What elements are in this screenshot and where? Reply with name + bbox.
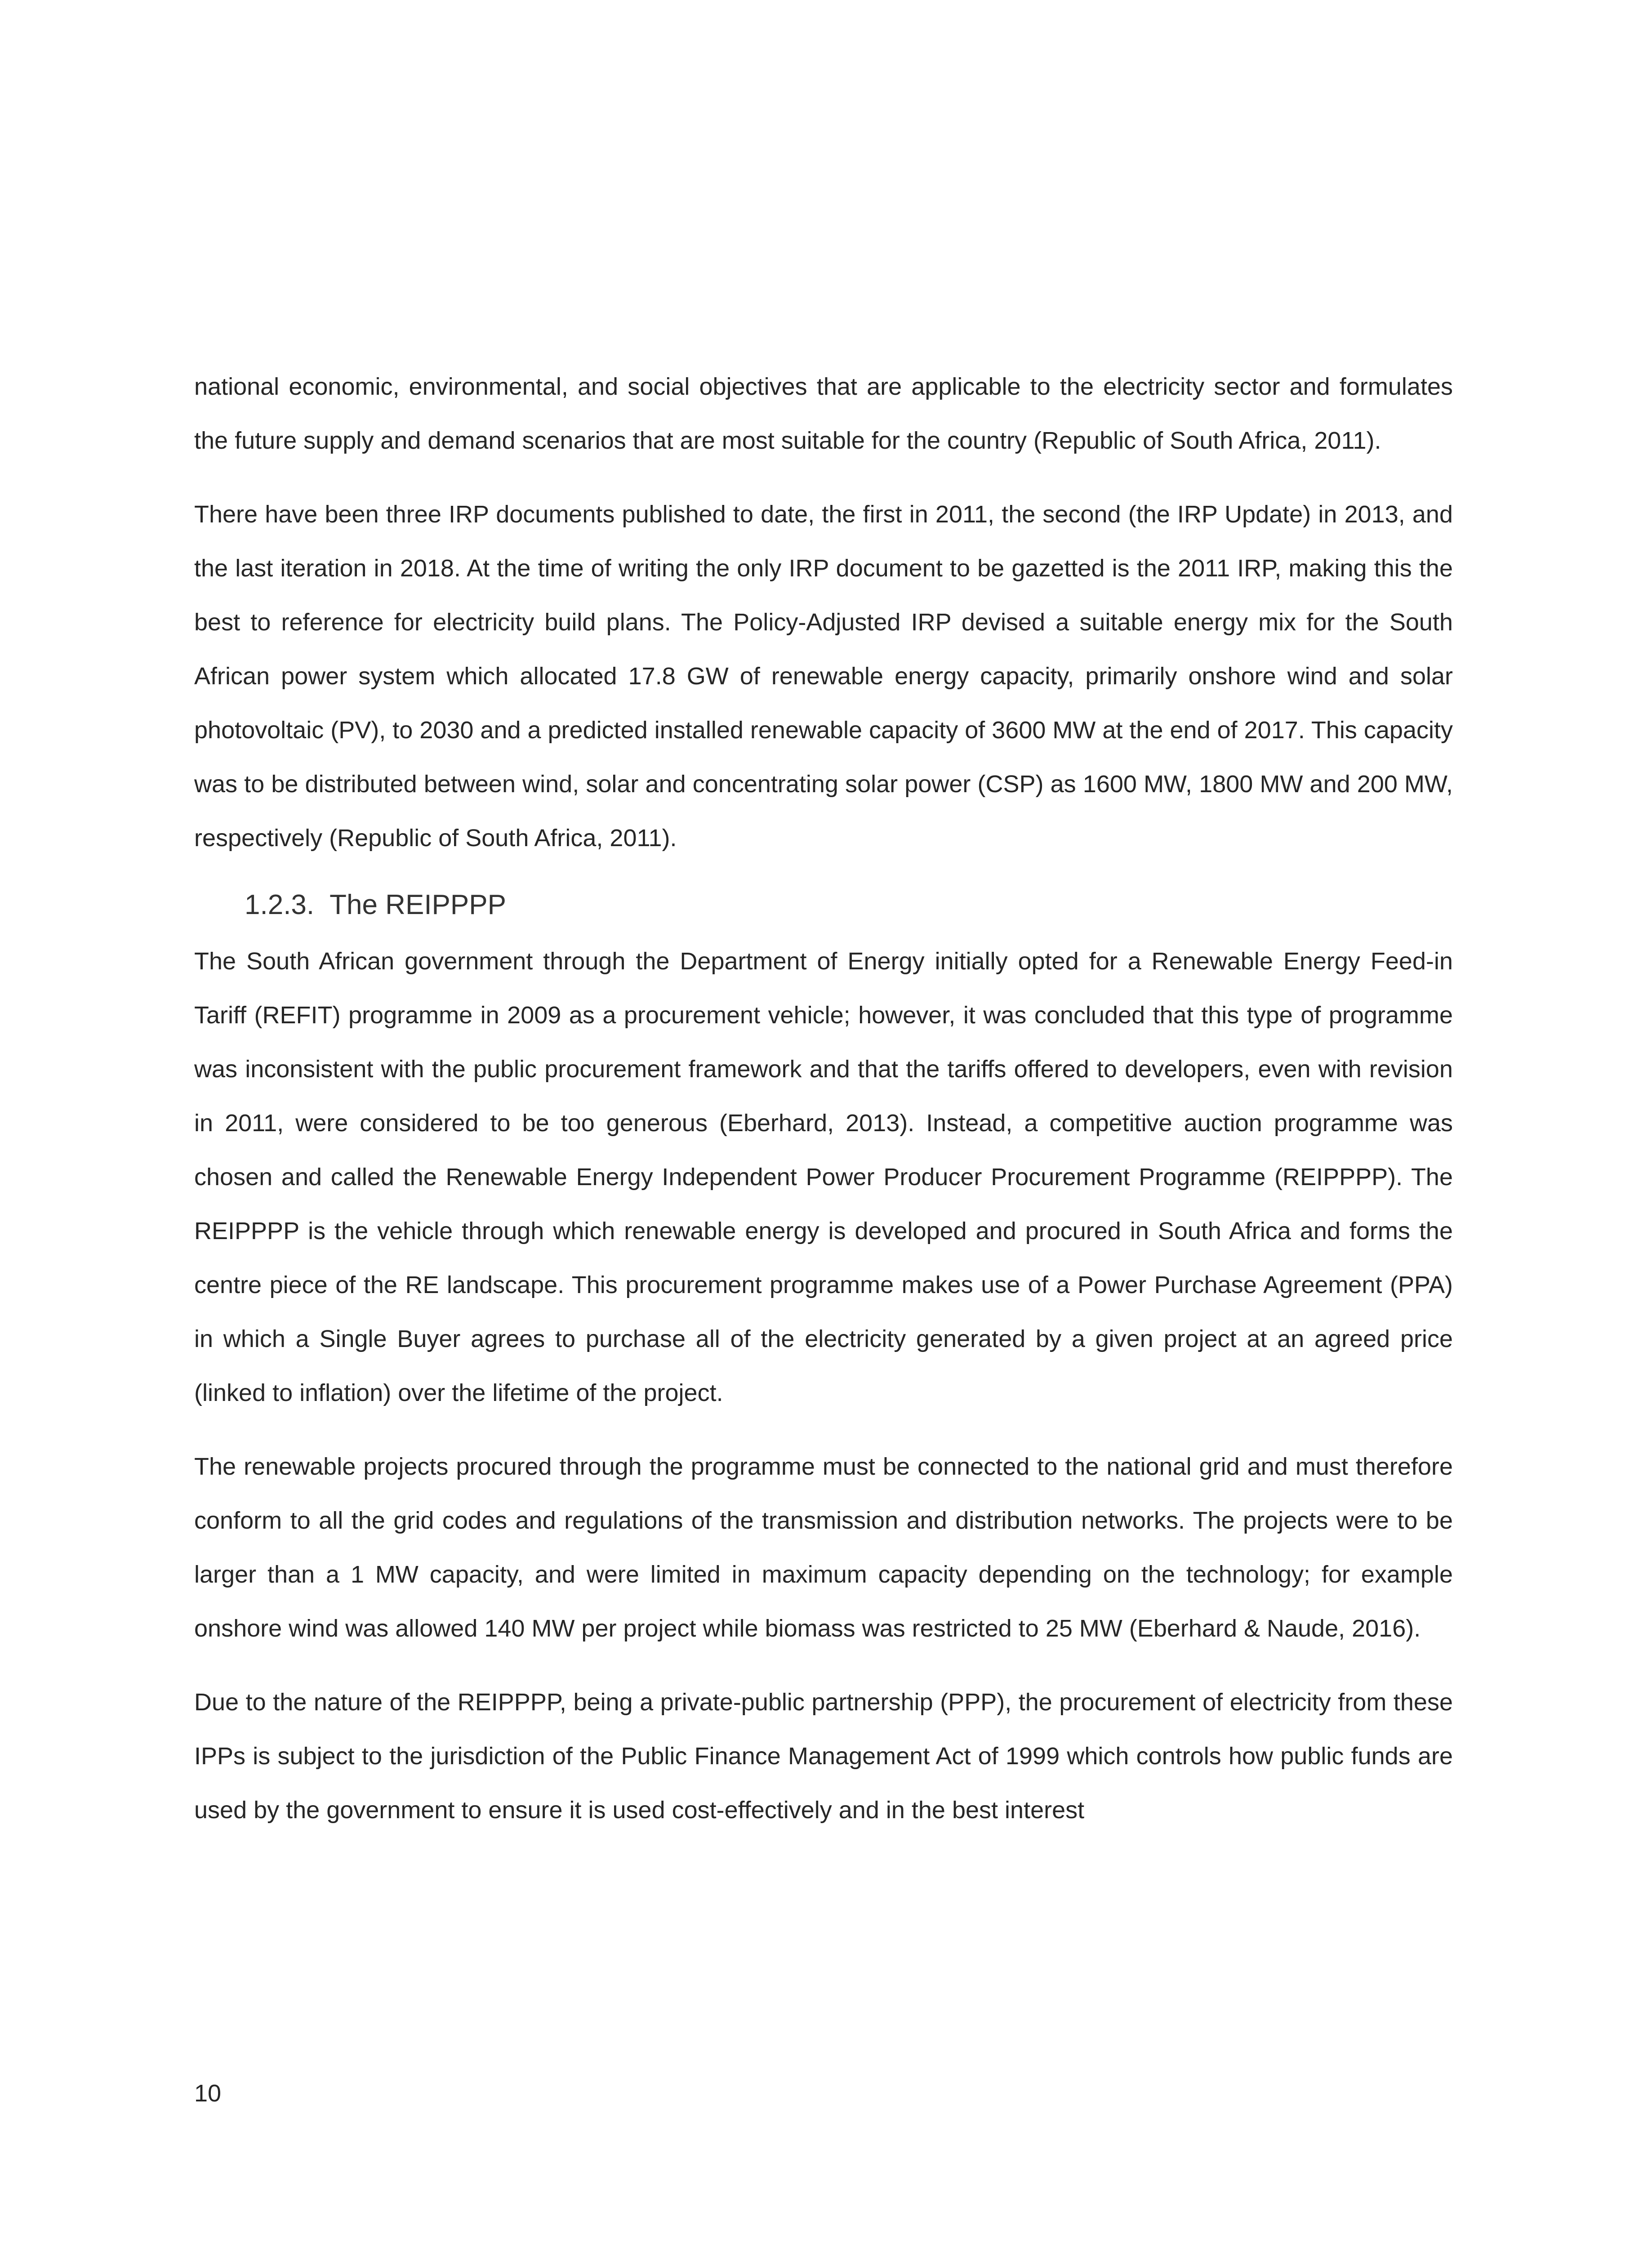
paragraph-refit-programme: The South African government through the Department of Energy initially opted for a Renewable Energy Feed-in Tariff (REFIT) programme in 2009 as a procurement vehicle; however, it was concluded that this type of programme was inconsistent with the public procurement framework and that the tariffs offered to developers, even with revision in 2011, were considered to be too generous (Eberhard, 2013). Instead, a competitive auction programme was chosen and called the Renewable Energy Independent Power Producer Procurement Programme (REIPPPP). The REIPPPP is the vehicle through which renewable energy is developed and procured in South Africa and forms the centre piece of the RE landscape. This procurement programme makes use of a Power Purchase Agreement (PPA) in which a Single Buyer agrees to purchase all of the electricity generated by a given project at an agreed price (linked to inflation) over the lifetime of the project. [194, 948, 1453, 1406]
paragraph-irp-objectives: national economic, environmental, and social objectives that are applicable to the electricity sector and formulates the future supply and demand scenarios that are most suitable for the country (Republic of South Africa, 2011). [194, 373, 1453, 454]
paragraph-grid-connection: The renewable projects procured through the programme must be connected to the national grid and must therefore conform to all the grid codes and regulations of the transmission and distribution networks. The projects were to be larger than a 1 MW capacity, and were limited in maximum capacity depending on the technology; for example onshore wind was allowed 140 MW per project while biomass was restricted to 25 MW (Eberhard & Naude, 2016). [194, 1453, 1453, 1642]
page-number: 10 [194, 2080, 222, 2107]
paragraph-irp-documents: There have been three IRP documents published to date, the first in 2011, the second (the IRP Update) in 2013, and the last iteration in 2018. At the time of writing the only IRP document to be gazetted is the 2011 IRP, making this the best to reference for electricity build plans. The Policy-Adjusted IRP devised a suitable energy mix for the South African power system which allocated 17.8 GW of renewable energy capacity, primarily onshore wind and solar photovoltaic (PV), to 2030 and a predicted installed renewable capacity of 3600 MW at the end of 2017. This capacity was to be distributed between wind, solar and concentrating solar power (CSP) as 1600 MW, 1800 MW and 200 MW, respectively (Republic of South Africa, 2011). [194, 501, 1453, 852]
paragraph-pfma: Due to the nature of the REIPPPP, being a private-public partnership (PPP), the procurement of electricity from these IPPs is subject to the jurisdiction of the Public Finance Management Act of 1999 which controls how public funds are used by the government to ensure it is used cost-effectively and in the best interest [194, 1689, 1453, 1824]
body-text-column [194, 360, 1453, 1837]
section-number: 1.2.3. [245, 889, 315, 920]
section-title: The REIPPPP [330, 889, 506, 920]
section-heading-reipppp [245, 876, 1453, 934]
